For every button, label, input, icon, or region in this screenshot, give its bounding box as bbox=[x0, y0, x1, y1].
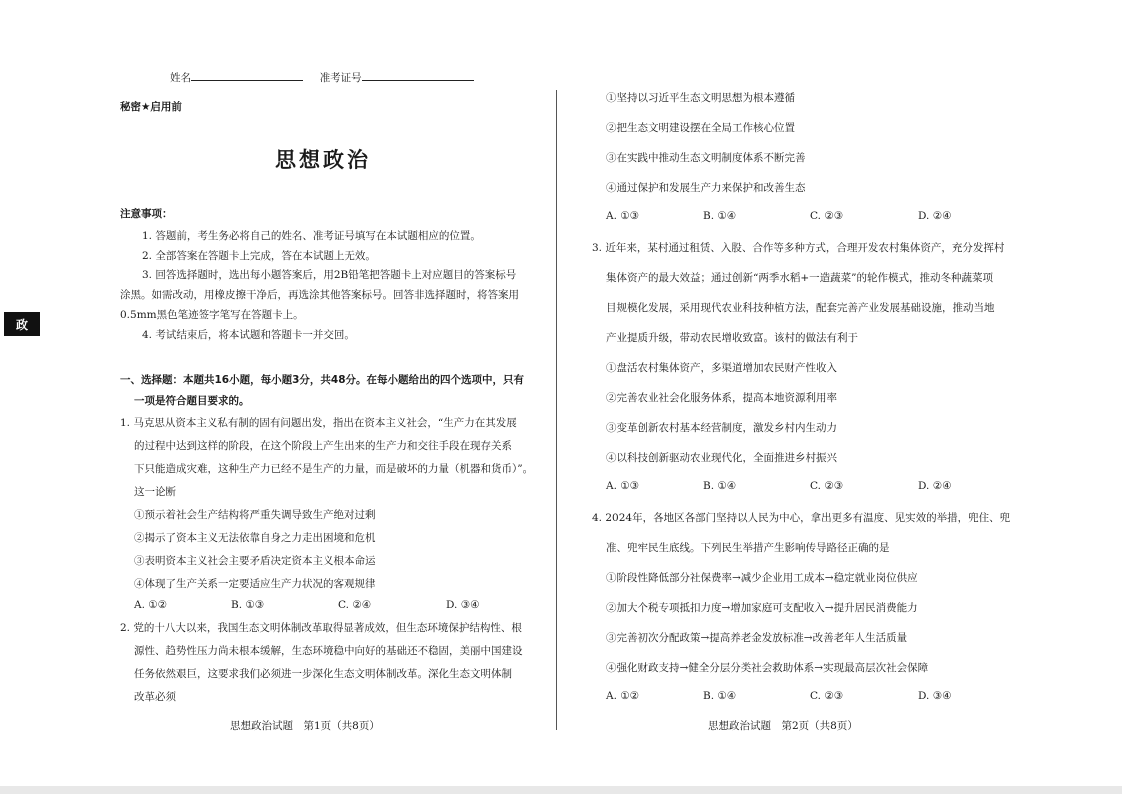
option-a: A. ①② bbox=[606, 690, 640, 702]
note-item: 涂黑。如需改动，用橡皮擦干净后，再选涂其他答案标号。回答非选择题时，将答案用 bbox=[120, 289, 519, 301]
question-stem: 目规模化发展，采用现代农业科技种植方法，配套完善产业发展基础设施，推动当地 bbox=[606, 302, 995, 314]
question-stem: 这一论断 bbox=[134, 486, 176, 498]
question-stem: 源性、趋势性压力尚未根本缓解，生态环境稳中向好的基础还不稳固，美丽中国建设 bbox=[134, 645, 523, 657]
option-d: D. ②④ bbox=[918, 210, 952, 222]
name-label: 姓名 bbox=[170, 72, 191, 84]
option-b: B. ①④ bbox=[703, 210, 737, 222]
section-heading: 一、选择题：本题共16小题，每小题3分，共48分。在每小题给出的四个选项中，只有 bbox=[120, 374, 525, 386]
statement-item: ①预示着社会生产结构将严重失调导致生产绝对过剩 bbox=[134, 509, 376, 521]
option-c: C. ②④ bbox=[338, 599, 372, 611]
question-stem: 产业提质升级，带动农民增收致富。该村的做法有利于 bbox=[606, 332, 858, 344]
statement-item: ②揭示了资本主义无法依靠自身之力走出困境和危机 bbox=[134, 532, 376, 544]
statement-item: ③在实践中推动生态文明制度体系不断完善 bbox=[606, 152, 806, 164]
column-divider bbox=[556, 90, 557, 730]
page-footer-left: 思想政治试题 第1页（共8页） bbox=[230, 720, 380, 732]
note-item: 0.5mm黑色笔迹签字笔写在答题卡上。 bbox=[120, 309, 304, 321]
note-item: 2. 全部答案在答题卡上完成，答在本试题上无效。 bbox=[142, 250, 376, 262]
question-stem: 改革必须 bbox=[134, 691, 176, 703]
option-a: A. ①③ bbox=[606, 210, 640, 222]
statement-item: ②加大个税专项抵扣力度→增加家庭可支配收入→提升居民消费能力 bbox=[606, 602, 918, 614]
page-bottom-edge bbox=[0, 786, 1122, 794]
option-d: D. ②④ bbox=[918, 480, 952, 492]
statement-item: ①坚持以习近平生态文明思想为根本遵循 bbox=[606, 92, 795, 104]
subject-tab: 政 bbox=[4, 312, 40, 336]
question-stem: 1. 马克思从资本主义私有制的固有问题出发，指出在资本主义社会，“生产力在其发展 bbox=[120, 417, 517, 429]
statement-item: ④体现了生产关系一定要适应生产力状况的客观规律 bbox=[134, 578, 376, 590]
option-a: A. ①③ bbox=[606, 480, 640, 492]
option-b: B. ①③ bbox=[231, 599, 265, 611]
statement-item: ①阶段性降低部分社保费率→减少企业用工成本→稳定就业岗位供应 bbox=[606, 572, 918, 584]
question-stem: 3. 近年来，某村通过租赁、入股、合作等多种方式，合理开发农村集体资产，充分发挥村 bbox=[592, 242, 1005, 254]
name-blank bbox=[191, 70, 303, 81]
question-stem: 准、兜牢民生底线。下列民生举措产生影响传导路径正确的是 bbox=[606, 542, 890, 554]
option-a: A. ①② bbox=[134, 599, 168, 611]
secret-mark: 秘密★启用前 bbox=[120, 101, 182, 113]
statement-item: ②完善农业社会化服务体系，提高本地资源利用率 bbox=[606, 392, 837, 404]
id-blank bbox=[362, 70, 474, 81]
question-stem: 集体资产的最大效益；通过创新“两季水稻+一造蔬菜”的轮作模式，推动冬种蔬菜项 bbox=[606, 272, 994, 284]
statement-item: ③表明资本主义社会主要矛盾决定资本主义根本命运 bbox=[134, 555, 376, 567]
question-stem: 2. 党的十八大以来，我国生态文明体制改革取得显著成效，但生态环境保护结构性、根 bbox=[120, 622, 522, 634]
option-c: C. ②③ bbox=[810, 210, 844, 222]
page-title: 思想政治 bbox=[275, 148, 371, 172]
option-c: C. ②③ bbox=[810, 690, 844, 702]
note-item: 1. 答题前，考生务必将自己的姓名、准考证号填写在本试题相应的位置。 bbox=[142, 230, 481, 242]
id-label: 准考证号 bbox=[319, 72, 362, 84]
statement-item: ②把生态文明建设摆在全局工作核心位置 bbox=[606, 122, 795, 134]
question-stem: 4. 2024年，各地区各部门坚持以人民为中心，拿出更多有温度、见实效的举措，兜住、兜 bbox=[592, 512, 1011, 524]
note-item: 4. 考试结束后，将本试题和答题卡一并交回。 bbox=[142, 329, 355, 341]
question-stem: 下只能造成灾难，这种生产力已经不是生产的力量，而是破坏的力量（机器和货币）”。 bbox=[134, 463, 534, 475]
question-stem: 任务依然艰巨，这要求我们必须进一步深化生态文明体制改革。深化生态文明体制 bbox=[134, 668, 512, 680]
statement-item: ④强化财政支持→健全分层分类社会救助体系→实现最高层次社会保障 bbox=[606, 662, 929, 674]
option-b: B. ①④ bbox=[703, 480, 737, 492]
notes-heading: 注意事项： bbox=[120, 208, 173, 220]
statement-item: ①盘活农村集体资产，多渠道增加农民财产性收入 bbox=[606, 362, 837, 374]
statement-item: ④通过保护和发展生产力来保护和改善生态 bbox=[606, 182, 806, 194]
note-item: 3. 回答选择题时，选出每小题答案后，用2B铅笔把答题卡上对应题目的答案标号 bbox=[142, 269, 517, 281]
option-d: D. ③④ bbox=[446, 599, 480, 611]
option-d: D. ③④ bbox=[918, 690, 952, 702]
page-footer-right: 思想政治试题 第2页（共8页） bbox=[708, 720, 858, 732]
statement-item: ④以科技创新驱动农业现代化，全面推进乡村振兴 bbox=[606, 452, 837, 464]
option-c: C. ②③ bbox=[810, 480, 844, 492]
question-stem: 的过程中达到这样的阶段，在这个阶段上产生出来的生产力和交往手段在现存关系 bbox=[134, 440, 512, 452]
statement-item: ③完善初次分配政策→提高养老金发放标准→改善老年人生活质量 bbox=[606, 632, 908, 644]
option-b: B. ①④ bbox=[703, 690, 737, 702]
section-heading-cont: 一项是符合题目要求的。 bbox=[134, 395, 250, 407]
statement-item: ③变革创新农村基本经营制度，激发乡村内生动力 bbox=[606, 422, 837, 434]
name-field bbox=[170, 70, 474, 85]
